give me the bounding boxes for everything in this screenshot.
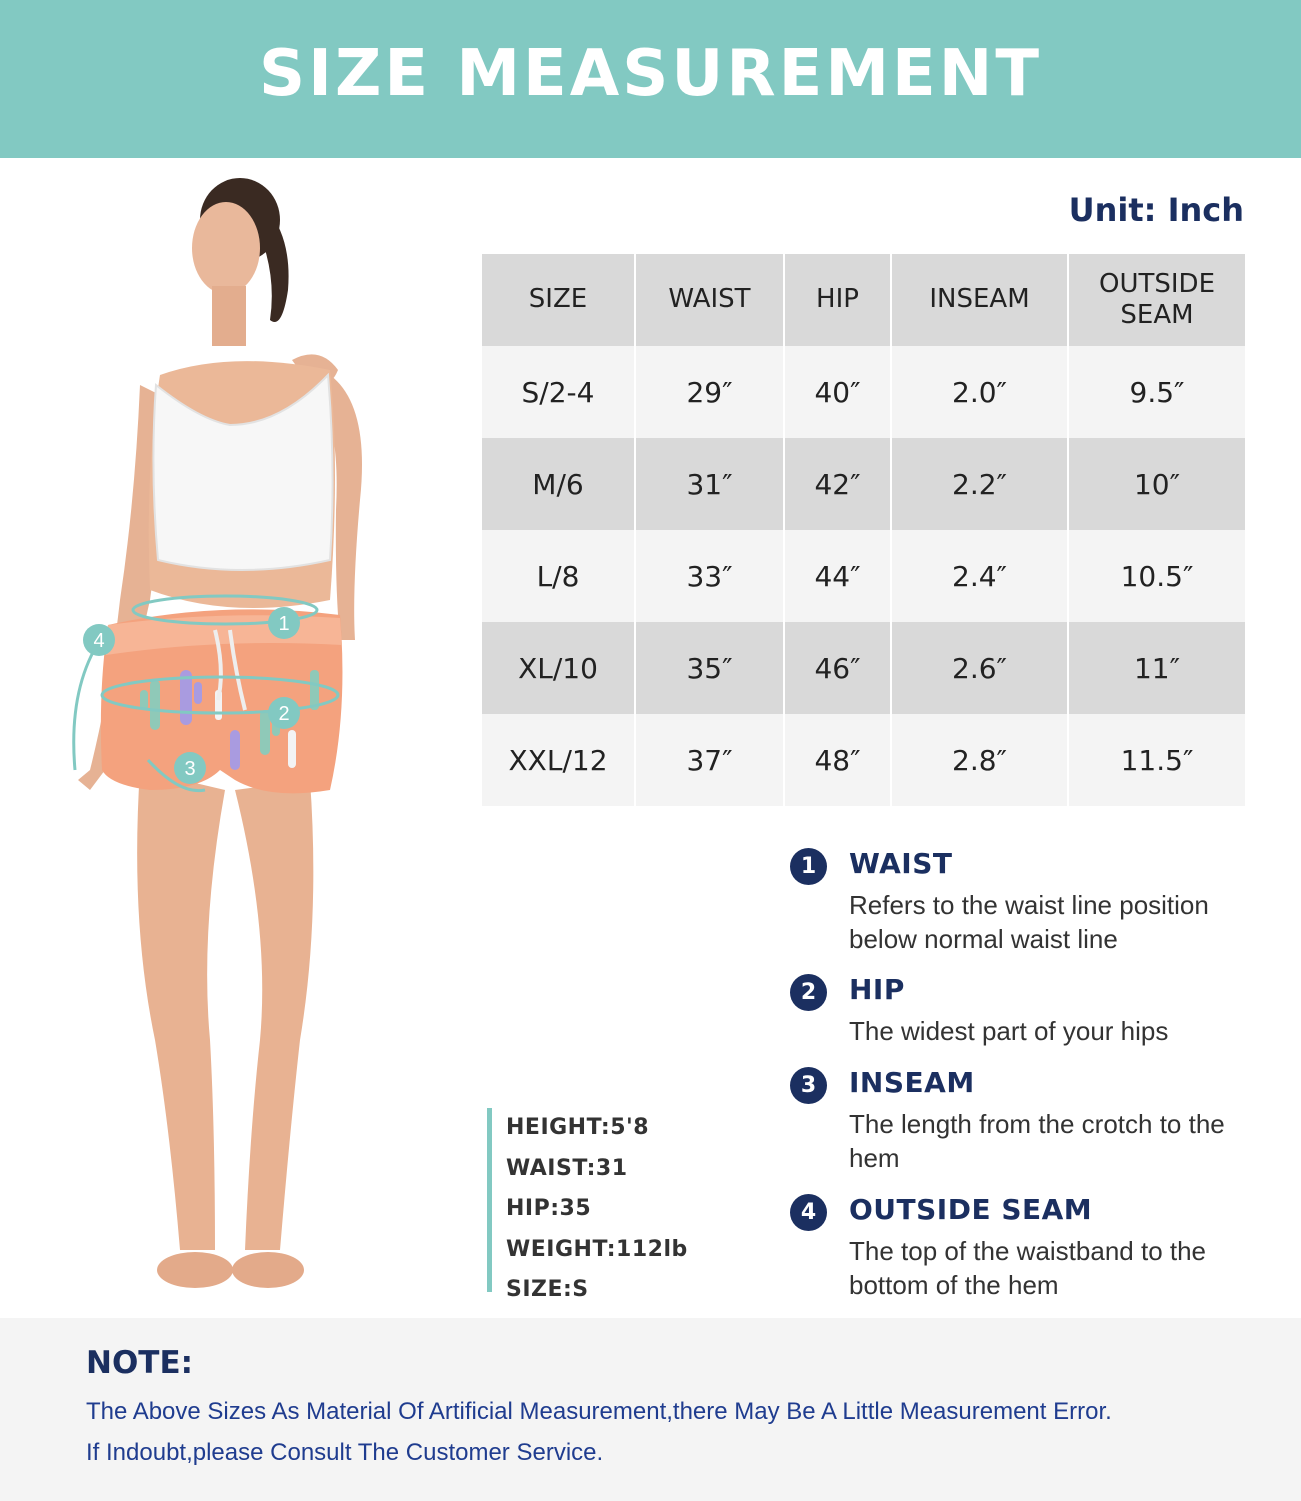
note-title: NOTE:	[86, 1345, 194, 1381]
column-header: WAIST	[635, 254, 784, 346]
table-cell: 11″	[1133, 651, 1181, 685]
table-cell: 2.8″	[891, 714, 1068, 806]
model-height: HEIGHT:5'8	[506, 1115, 650, 1140]
model-size: SIZE:S	[506, 1277, 589, 1302]
model-hip: HIP:35	[506, 1196, 592, 1221]
model-figure	[30, 170, 470, 1310]
legend-description: The widest part of your hips	[849, 1016, 1169, 1046]
table-cell: 42″	[784, 438, 891, 530]
size-table	[482, 254, 1245, 806]
table-cell: 9.5″	[1129, 375, 1185, 409]
column-header: SIZE	[482, 254, 635, 346]
table-cell: L/8	[482, 530, 635, 622]
legend-number-badge: 4	[790, 1194, 827, 1231]
page-title: SIZE MEASUREMENT	[259, 37, 1042, 111]
table-cell: 48″	[784, 714, 891, 806]
table-header-row	[482, 254, 1245, 346]
table-cell: 35″	[635, 622, 784, 714]
table-cell: 2.6″	[891, 622, 1068, 714]
figure-marker-2: 2	[278, 703, 290, 725]
table-cell: XL/10	[482, 622, 635, 714]
table-cell: 46″	[784, 622, 891, 714]
legend-number-badge: 3	[790, 1067, 827, 1104]
table-cell: S/2-4	[482, 346, 635, 438]
note-section	[0, 1318, 1301, 1501]
header-banner	[0, 0, 1301, 158]
table-row	[482, 438, 1245, 530]
column-header: OUTSIDE SEAM	[1099, 268, 1215, 330]
note-line-1: The Above Sizes As Material Of Artificial Measurement,there May Be A Little Measurement Error.	[86, 1398, 1112, 1425]
table-cell: 2.4″	[891, 530, 1068, 622]
figure-marker-4: 4	[93, 630, 105, 652]
legend-title: WAIST	[849, 847, 953, 880]
model-stats	[487, 1108, 688, 1302]
table-row	[482, 530, 1245, 622]
legend-title: HIP	[849, 973, 905, 1006]
table-cell: XXL/12	[482, 714, 635, 806]
column-header: INSEAM	[891, 254, 1068, 346]
table-cell: 2.0″	[891, 346, 1068, 438]
legend-description: Refers to the waist line position below normal waist line	[849, 890, 1209, 954]
table-cell: 2.2″	[891, 438, 1068, 530]
note-line-2: If Indoubt,please Consult The Customer Service.	[86, 1439, 604, 1466]
table-cell: 10″	[1133, 467, 1181, 501]
legend-number-badge: 2	[790, 974, 827, 1011]
table-cell: 29″	[635, 346, 784, 438]
table-row	[482, 346, 1245, 438]
table-row	[482, 714, 1245, 806]
legend-description: The top of the waistband to the bottom of the hem	[849, 1236, 1207, 1300]
table-cell: 33″	[635, 530, 784, 622]
table-cell: 44″	[784, 530, 891, 622]
table-cell: 37″	[635, 714, 784, 806]
figure-marker-3: 3	[184, 758, 196, 780]
model-weight: WEIGHT:112lb	[506, 1236, 688, 1262]
legend-title: INSEAM	[849, 1066, 975, 1099]
table-cell: 10.5″	[1120, 559, 1194, 593]
legend-title: OUTSIDE SEAM	[849, 1193, 1093, 1226]
column-header: HIP	[784, 254, 891, 346]
figure-marker-1: 1	[278, 613, 290, 635]
table-cell: 31″	[635, 438, 784, 530]
model-waist: WAIST:31	[506, 1155, 628, 1181]
table-cell: 11.5″	[1120, 743, 1194, 777]
legend-number-badge: 1	[790, 848, 827, 885]
table-row	[482, 622, 1245, 714]
table-cell: 40″	[784, 346, 891, 438]
unit-label: Unit: Inch	[1068, 191, 1244, 229]
legend-description: The length from the crotch to the hem	[849, 1109, 1225, 1173]
table-cell: M/6	[482, 438, 635, 530]
